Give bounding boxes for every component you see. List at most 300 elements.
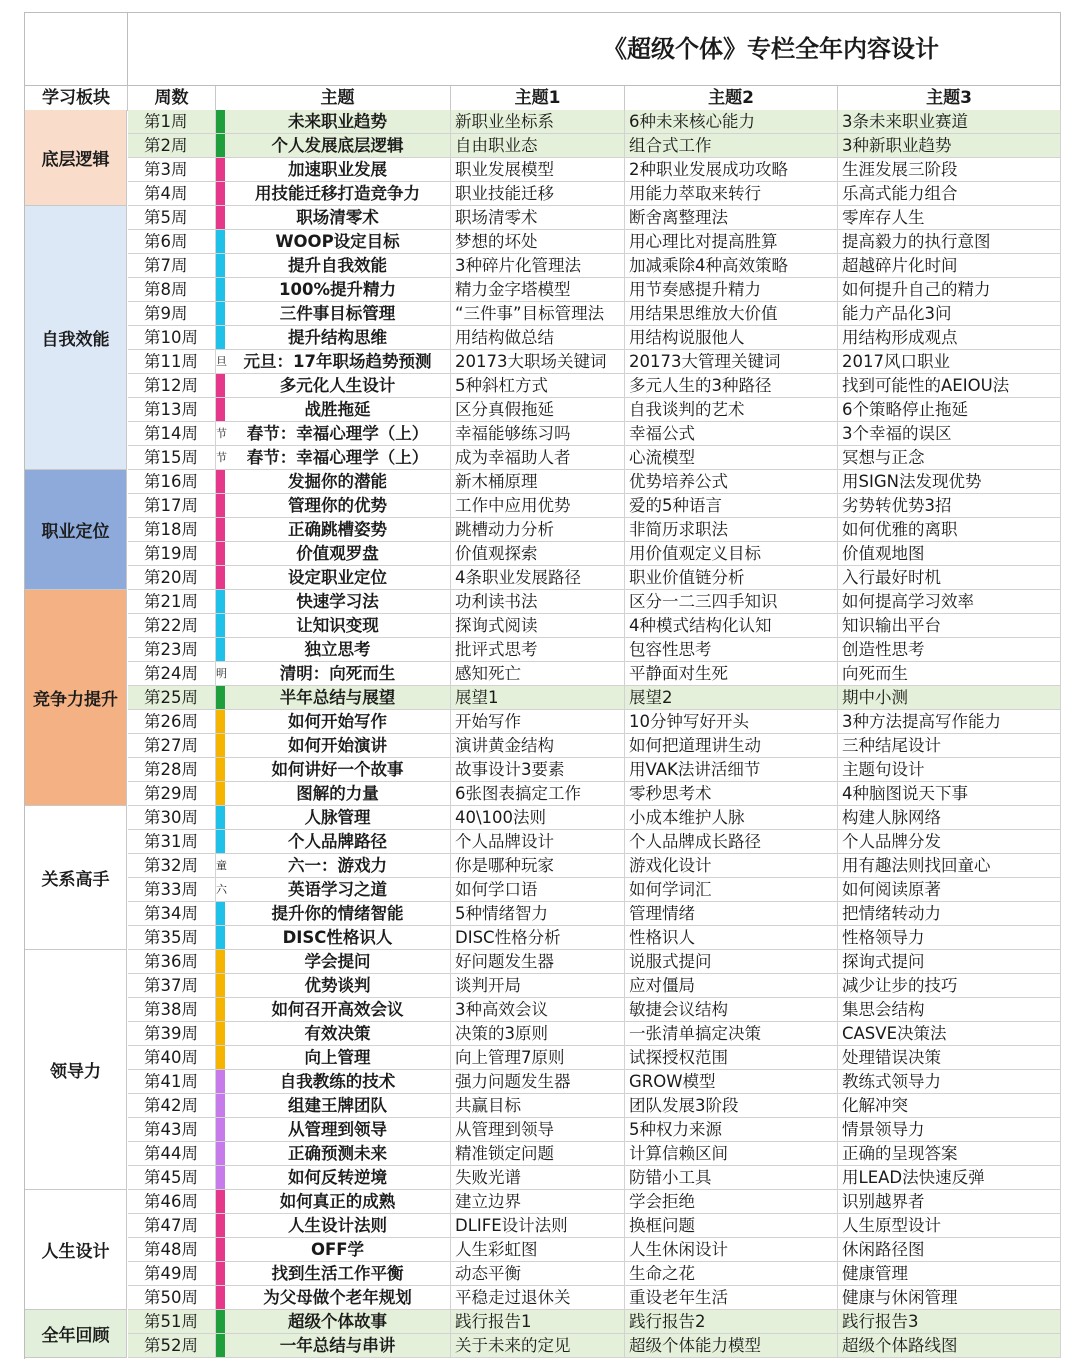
table-row xyxy=(128,734,1061,758)
topic-cell: 半年总结与展望 xyxy=(225,686,451,710)
topic2-cell: 换框问题 xyxy=(625,1214,838,1238)
topic-cell: 提升你的情绪智能 xyxy=(225,902,451,926)
topic2-cell: 用结果思维放大价值 xyxy=(625,302,838,326)
table-row xyxy=(128,1046,1061,1070)
table-row xyxy=(128,206,1061,230)
table-row xyxy=(128,926,1061,950)
topic-cell: 超级个体故事 xyxy=(225,1310,451,1334)
topic-cell: 图解的力量 xyxy=(225,782,451,806)
topic3-cell: 4种脑图说天下事 xyxy=(838,782,1061,806)
week-cell: 第4周 xyxy=(128,182,216,206)
topic1-cell: 自由职业态 xyxy=(451,134,625,158)
week-cell: 第27周 xyxy=(128,734,216,758)
topic1-cell: 好问题发生器 xyxy=(451,950,625,974)
topic2-cell: 加减乘除4种高效策略 xyxy=(625,254,838,278)
week-cell: 第33周 xyxy=(128,878,216,902)
topic3-cell: 探询式提问 xyxy=(838,950,1061,974)
topic1-cell: 建立边界 xyxy=(451,1190,625,1214)
topic1-cell: 5种斜杠方式 xyxy=(451,374,625,398)
table-row xyxy=(128,542,1061,566)
table-row xyxy=(128,974,1061,998)
table-row xyxy=(128,446,1061,470)
topic2-cell: 平静面对生死 xyxy=(625,662,838,686)
topic2-cell: 非简历求职法 xyxy=(625,518,838,542)
category-color-bar xyxy=(216,374,225,398)
week-cell: 第14周 xyxy=(128,422,216,446)
week-cell: 第34周 xyxy=(128,902,216,926)
week-cell: 第21周 xyxy=(128,590,216,614)
category-color-bar xyxy=(216,710,225,734)
category-color-bar xyxy=(216,638,225,662)
table-row xyxy=(128,638,1061,662)
table-row xyxy=(128,470,1061,494)
topic3-cell: 3个幸福的误区 xyxy=(838,422,1061,446)
topic1-cell: 展望1 xyxy=(451,686,625,710)
week-cell: 第24周 xyxy=(128,662,216,686)
category-color-bar xyxy=(216,566,225,590)
topic1-cell: 共赢目标 xyxy=(451,1094,625,1118)
category-color-bar xyxy=(216,1214,225,1238)
week-cell: 第37周 xyxy=(128,974,216,998)
topic1-cell: 6张图表搞定工作 xyxy=(451,782,625,806)
topic3-cell: 向死而生 xyxy=(838,662,1061,686)
category-color-bar xyxy=(216,518,225,542)
week-cell: 第26周 xyxy=(128,710,216,734)
topic2-cell: 团队发展3阶段 xyxy=(625,1094,838,1118)
table-row xyxy=(128,1022,1061,1046)
topic3-cell: 个人品牌分发 xyxy=(838,830,1061,854)
topic1-cell: 如何学口语 xyxy=(451,878,625,902)
table-title-cell xyxy=(128,13,1061,86)
topic2-cell: 性格识人 xyxy=(625,926,838,950)
table-row xyxy=(128,902,1061,926)
week-cell: 第52周 xyxy=(128,1334,216,1358)
topic3-cell: 构建人脉网络 xyxy=(838,806,1061,830)
table-row xyxy=(128,182,1061,206)
topic2-cell: 一张清单搞定决策 xyxy=(625,1022,838,1046)
topic1-cell: DLIFE设计法则 xyxy=(451,1214,625,1238)
category-color-bar xyxy=(216,182,225,206)
topic-cell: OFF学 xyxy=(225,1238,451,1262)
topic1-cell: 职业技能迁移 xyxy=(451,182,625,206)
topic-cell: 三件事目标管理 xyxy=(225,302,451,326)
topic1-cell: 故事设计3要素 xyxy=(451,758,625,782)
table-row xyxy=(128,1262,1061,1286)
week-cell: 第23周 xyxy=(128,638,216,662)
topic2-cell: 用能力萃取来转行 xyxy=(625,182,838,206)
topic-cell: 如何讲好一个故事 xyxy=(225,758,451,782)
topic2-cell: 践行报告2 xyxy=(625,1310,838,1334)
topic1-cell: 从管理到领导 xyxy=(451,1118,625,1142)
topic1-cell: 感知死亡 xyxy=(451,662,625,686)
category-color-bar xyxy=(216,1022,225,1046)
topic3-cell: 用结构形成观点 xyxy=(838,326,1061,350)
table-title: 《超级个体》专栏全年内容设计 xyxy=(603,35,939,63)
week-cell: 第5周 xyxy=(128,206,216,230)
topic3-cell: 能力产品化3问 xyxy=(838,302,1061,326)
category-color-bar xyxy=(216,1094,225,1118)
topic3-cell: 主题句设计 xyxy=(838,758,1061,782)
topic3-cell: 入行最好时机 xyxy=(838,566,1061,590)
week-cell: 第35周 xyxy=(128,926,216,950)
topic1-cell: 职场清零术 xyxy=(451,206,625,230)
topic-cell: 春节：幸福心理学（上） xyxy=(225,446,451,470)
topic1-cell: 价值观探索 xyxy=(451,542,625,566)
table-row xyxy=(128,878,1061,902)
topic2-cell: 说服式提问 xyxy=(625,950,838,974)
table-row xyxy=(128,398,1061,422)
topic1-cell: DISC性格分析 xyxy=(451,926,625,950)
topic2-cell: 5种权力来源 xyxy=(625,1118,838,1142)
topic3-cell: 健康与休闲管理 xyxy=(838,1286,1061,1310)
category-color-bar xyxy=(216,398,225,422)
table-row xyxy=(128,422,1061,446)
topic3-cell: 劣势转优势3招 xyxy=(838,494,1061,518)
topic-cell: 正确跳槽姿势 xyxy=(225,518,451,542)
topic3-cell: 把情绪转动力 xyxy=(838,902,1061,926)
topic-cell: 组建王牌团队 xyxy=(225,1094,451,1118)
topic1-cell: 践行报告1 xyxy=(451,1310,625,1334)
topic-cell: 战胜拖延 xyxy=(225,398,451,422)
topic3-cell: 零库存人生 xyxy=(838,206,1061,230)
topic2-cell: 零秒思考术 xyxy=(625,782,838,806)
category-color-bar xyxy=(216,974,225,998)
topic2-cell: 组合式工作 xyxy=(625,134,838,158)
category-color-bar: 明 xyxy=(216,662,225,686)
topic2-cell: 如何把道理讲生动 xyxy=(625,734,838,758)
topic-cell: 六一：游戏力 xyxy=(225,854,451,878)
week-cell: 第8周 xyxy=(128,278,216,302)
topic-cell: 清明：向死而生 xyxy=(225,662,451,686)
topic-cell: 发掘你的潜能 xyxy=(225,470,451,494)
table-row xyxy=(128,662,1061,686)
topic2-cell: 用结构说服他人 xyxy=(625,326,838,350)
topic1-cell: 演讲黄金结构 xyxy=(451,734,625,758)
category-color-bar xyxy=(216,470,225,494)
topic3-cell: 三种结尾设计 xyxy=(838,734,1061,758)
week-cell: 第18周 xyxy=(128,518,216,542)
topic1-cell: 谈判开局 xyxy=(451,974,625,998)
table-row xyxy=(128,1334,1061,1358)
table-row xyxy=(128,1190,1061,1214)
topic3-cell: 创造性思考 xyxy=(838,638,1061,662)
table-row xyxy=(128,350,1061,374)
topic-cell: 从管理到领导 xyxy=(225,1118,451,1142)
topic2-cell: 优势培养公式 xyxy=(625,470,838,494)
topic2-cell: 4种模式结构化认知 xyxy=(625,614,838,638)
topic-cell: 人脉管理 xyxy=(225,806,451,830)
table-row xyxy=(128,830,1061,854)
week-cell: 第13周 xyxy=(128,398,216,422)
topic1-cell: 成为幸福助人者 xyxy=(451,446,625,470)
topic2-cell: 多元人生的3种路径 xyxy=(625,374,838,398)
category-color-bar xyxy=(216,1310,225,1334)
topic1-cell: 新职业坐标系 xyxy=(451,110,625,134)
category-color-bar xyxy=(216,134,225,158)
topic3-cell: 3种新职业趋势 xyxy=(838,134,1061,158)
week-cell: 第28周 xyxy=(128,758,216,782)
table-row xyxy=(128,494,1061,518)
topic3-cell: 乐高式能力组合 xyxy=(838,182,1061,206)
topic1-cell: 区分真假拖延 xyxy=(451,398,625,422)
category-color-bar xyxy=(216,110,225,134)
table-row xyxy=(128,1310,1061,1334)
topic-cell: 提升自我效能 xyxy=(225,254,451,278)
topic-cell: 正确预测未来 xyxy=(225,1142,451,1166)
week-cell: 第6周 xyxy=(128,230,216,254)
topic2-cell: 敏捷会议结构 xyxy=(625,998,838,1022)
category-color-bar xyxy=(216,806,225,830)
topic3-cell: 3种方法提高写作能力 xyxy=(838,710,1061,734)
topic-cell: 100%提升精力 xyxy=(225,278,451,302)
header-week: 周数 xyxy=(128,86,216,111)
category-color-bar xyxy=(216,1262,225,1286)
topic2-cell: 人生休闲设计 xyxy=(625,1238,838,1262)
week-cell: 第51周 xyxy=(128,1310,216,1334)
topic3-cell: CASVE决策法 xyxy=(838,1022,1061,1046)
topic2-cell: 断舍离整理法 xyxy=(625,206,838,230)
topic-cell: 如何开始写作 xyxy=(225,710,451,734)
topic3-cell: 健康管理 xyxy=(838,1262,1061,1286)
topic-cell: 快速学习法 xyxy=(225,590,451,614)
topic1-cell: 精力金字塔模型 xyxy=(451,278,625,302)
content-plan-table xyxy=(24,12,1061,1359)
table-row xyxy=(128,806,1061,830)
block-label: 人生设计 xyxy=(25,1190,127,1310)
topic3-cell: 情景领导力 xyxy=(838,1118,1061,1142)
week-cell: 第25周 xyxy=(128,686,216,710)
table-row xyxy=(128,302,1061,326)
week-cell: 第29周 xyxy=(128,782,216,806)
table-row xyxy=(128,518,1061,542)
topic-cell: 为父母做个老年规划 xyxy=(225,1286,451,1310)
topic1-cell: 3种高效会议 xyxy=(451,998,625,1022)
table-row xyxy=(128,1094,1061,1118)
week-cell: 第38周 xyxy=(128,998,216,1022)
topic3-cell: 生涯发展三阶段 xyxy=(838,158,1061,182)
week-cell: 第40周 xyxy=(128,1046,216,1070)
topic2-cell: 用节奏感提升精力 xyxy=(625,278,838,302)
week-cell: 第2周 xyxy=(128,134,216,158)
header-topic1: 主题1 xyxy=(451,86,625,111)
topic-cell: 用技能迁移打造竞争力 xyxy=(225,182,451,206)
topic-cell: 如何反转逆境 xyxy=(225,1166,451,1190)
topic1-cell: 个人品牌设计 xyxy=(451,830,625,854)
category-color-bar xyxy=(216,230,225,254)
topic2-cell: 应对僵局 xyxy=(625,974,838,998)
block-label: 竞争力提升 xyxy=(25,590,127,806)
category-color-bar xyxy=(216,1118,225,1142)
topic-cell: 多元化人生设计 xyxy=(225,374,451,398)
week-cell: 第44周 xyxy=(128,1142,216,1166)
category-color-bar xyxy=(216,254,225,278)
topic-cell: 个人发展底层逻辑 xyxy=(225,134,451,158)
topic2-cell: 职业价值链分析 xyxy=(625,566,838,590)
week-cell: 第47周 xyxy=(128,1214,216,1238)
header-bar-spacer xyxy=(216,86,224,111)
topic1-cell: 平稳走过退休关 xyxy=(451,1286,625,1310)
topic1-cell: 精准锁定问题 xyxy=(451,1142,625,1166)
week-cell: 第39周 xyxy=(128,1022,216,1046)
topic3-cell: 化解冲突 xyxy=(838,1094,1061,1118)
topic-cell: 独立思考 xyxy=(225,638,451,662)
week-cell: 第17周 xyxy=(128,494,216,518)
topic2-cell: 生命之花 xyxy=(625,1262,838,1286)
category-color-bar xyxy=(216,1046,225,1070)
table-row xyxy=(128,998,1061,1022)
week-cell: 第46周 xyxy=(128,1190,216,1214)
week-cell: 第12周 xyxy=(128,374,216,398)
table-row xyxy=(128,326,1061,350)
category-color-bar xyxy=(216,998,225,1022)
topic3-cell: 超级个体路线图 xyxy=(838,1334,1061,1358)
topic2-cell: 爱的5种语言 xyxy=(625,494,838,518)
topic2-cell: 心流模型 xyxy=(625,446,838,470)
category-color-bar: 节 xyxy=(216,446,225,470)
topic-cell: DISC性格识人 xyxy=(225,926,451,950)
topic3-cell: 集思会结构 xyxy=(838,998,1061,1022)
category-color-bar xyxy=(216,902,225,926)
table-row xyxy=(128,686,1061,710)
title-corner-cell xyxy=(25,13,128,86)
topic3-cell: 正确的呈现答案 xyxy=(838,1142,1061,1166)
category-color-bar xyxy=(216,1238,225,1262)
table-row xyxy=(128,1166,1061,1190)
category-color-bar xyxy=(216,158,225,182)
topic-cell: 优势谈判 xyxy=(225,974,451,998)
block-label: 关系高手 xyxy=(25,806,127,950)
topic1-cell: 人生彩虹图 xyxy=(451,1238,625,1262)
block-label: 底层逻辑 xyxy=(25,110,127,206)
topic2-cell: 展望2 xyxy=(625,686,838,710)
topic-cell: 自我教练的技术 xyxy=(225,1070,451,1094)
topic1-cell: 你是哪种玩家 xyxy=(451,854,625,878)
category-color-bar: 童 xyxy=(216,854,225,878)
topic-cell: 向上管理 xyxy=(225,1046,451,1070)
table-row xyxy=(128,230,1061,254)
table-row xyxy=(128,134,1061,158)
week-cell: 第48周 xyxy=(128,1238,216,1262)
week-cell: 第45周 xyxy=(128,1166,216,1190)
topic2-cell: 用VAK法讲活细节 xyxy=(625,758,838,782)
topic-cell: 英语学习之道 xyxy=(225,878,451,902)
topic-cell: 价值观罗盘 xyxy=(225,542,451,566)
topic-cell: 如何开始演讲 xyxy=(225,734,451,758)
table-row xyxy=(128,950,1061,974)
category-color-bar xyxy=(216,206,225,230)
week-cell: 第16周 xyxy=(128,470,216,494)
topic-cell: WOOP设定目标 xyxy=(225,230,451,254)
week-cell: 第1周 xyxy=(128,110,216,134)
week-cell: 第43周 xyxy=(128,1118,216,1142)
topic1-cell: 批评式思考 xyxy=(451,638,625,662)
topic1-cell: 动态平衡 xyxy=(451,1262,625,1286)
topic3-cell: 处理错误决策 xyxy=(838,1046,1061,1070)
category-color-bar xyxy=(216,326,225,350)
topic3-cell: 超越碎片化时间 xyxy=(838,254,1061,278)
topic-cell: 职场清零术 xyxy=(225,206,451,230)
table-row xyxy=(128,782,1061,806)
table-row xyxy=(128,1286,1061,1310)
topic1-cell: 强力问题发生器 xyxy=(451,1070,625,1094)
table-row xyxy=(128,614,1061,638)
header-block: 学习板块 xyxy=(25,86,128,111)
topic-cell: 春节：幸福心理学（上） xyxy=(225,422,451,446)
topic1-cell: 用结构做总结 xyxy=(451,326,625,350)
topic1-cell: 5种情绪智力 xyxy=(451,902,625,926)
category-color-bar xyxy=(216,926,225,950)
week-cell: 第7周 xyxy=(128,254,216,278)
category-color-bar xyxy=(216,278,225,302)
table-row xyxy=(128,1118,1061,1142)
topic3-cell: 休闲路径图 xyxy=(838,1238,1061,1262)
topic3-cell: 践行报告3 xyxy=(838,1310,1061,1334)
week-cell: 第19周 xyxy=(128,542,216,566)
category-color-bar: 旦 xyxy=(216,350,225,374)
topic3-cell: 价值观地图 xyxy=(838,542,1061,566)
topic-cell: 未来职业趋势 xyxy=(225,110,451,134)
topic1-cell: 40\100法则 xyxy=(451,806,625,830)
week-cell: 第10周 xyxy=(128,326,216,350)
topic2-cell: 管理情绪 xyxy=(625,902,838,926)
topic1-cell: 跳槽动力分析 xyxy=(451,518,625,542)
topic3-cell: 如何提高学习效率 xyxy=(838,590,1061,614)
week-cell: 第32周 xyxy=(128,854,216,878)
topic2-cell: 学会拒绝 xyxy=(625,1190,838,1214)
topic2-cell: 幸福公式 xyxy=(625,422,838,446)
topic3-cell: 如何提升自己的精力 xyxy=(838,278,1061,302)
topic2-cell: 超级个体能力模型 xyxy=(625,1334,838,1358)
topic1-cell: 梦想的坏处 xyxy=(451,230,625,254)
week-cell: 第49周 xyxy=(128,1262,216,1286)
block-label: 领导力 xyxy=(25,950,127,1190)
category-color-bar xyxy=(216,758,225,782)
category-color-bar: 节 xyxy=(216,422,225,446)
topic3-cell: 6个策略停止拖延 xyxy=(838,398,1061,422)
block-label: 自我效能 xyxy=(25,206,127,470)
week-cell: 第50周 xyxy=(128,1286,216,1310)
topic3-cell: 用有趣法则找回童心 xyxy=(838,854,1061,878)
table-row xyxy=(128,1214,1061,1238)
topic-cell: 如何真正的成熟 xyxy=(225,1190,451,1214)
topic-cell: 加速职业发展 xyxy=(225,158,451,182)
category-color-bar xyxy=(216,950,225,974)
topic3-cell: 教练式领导力 xyxy=(838,1070,1061,1094)
category-color-bar xyxy=(216,590,225,614)
week-cell: 第22周 xyxy=(128,614,216,638)
week-cell: 第30周 xyxy=(128,806,216,830)
topic1-cell: 工作中应用优势 xyxy=(451,494,625,518)
topic1-cell: 开始写作 xyxy=(451,710,625,734)
topic3-cell: 人生原型设计 xyxy=(838,1214,1061,1238)
category-color-bar xyxy=(216,782,225,806)
topic-cell: 让知识变现 xyxy=(225,614,451,638)
category-color-bar xyxy=(216,1070,225,1094)
topic3-cell: 冥想与正念 xyxy=(838,446,1061,470)
topic2-cell: 6种未来核心能力 xyxy=(625,110,838,134)
topic-cell: 找到生活工作平衡 xyxy=(225,1262,451,1286)
topic-cell: 有效决策 xyxy=(225,1022,451,1046)
category-color-bar xyxy=(216,494,225,518)
table-row xyxy=(128,278,1061,302)
week-cell: 第42周 xyxy=(128,1094,216,1118)
topic3-cell: 用SIGN法发现优势 xyxy=(838,470,1061,494)
topic3-cell: 识别越界者 xyxy=(838,1190,1061,1214)
topic2-cell: 如何学词汇 xyxy=(625,878,838,902)
category-color-bar xyxy=(216,1166,225,1190)
table-row xyxy=(128,566,1061,590)
topic1-cell: 3种碎片化管理法 xyxy=(451,254,625,278)
